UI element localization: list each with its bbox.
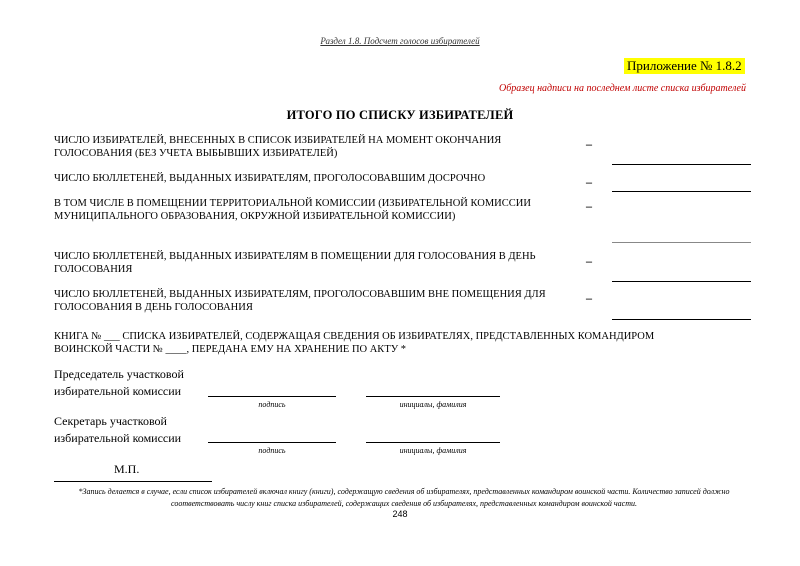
chairman-signature-caption: подпись	[258, 400, 286, 409]
row-early-line[interactable]	[612, 191, 751, 192]
chairman-label-line2: избирательной комиссии	[54, 384, 182, 398]
row-territorial-line[interactable]	[612, 242, 751, 243]
secretary-label-line2: избирательной комиссии	[54, 431, 182, 445]
page-number: 248	[392, 509, 408, 519]
appendix-label: Приложение № 1.8.2	[624, 58, 745, 74]
row-early-label: ЧИСЛО БЮЛЛЕТЕНЕЙ, ВЫДАННЫХ ИЗБИРАТЕЛЯМ, ПРОГОЛОСОВАВШИМ ДОСРОЧНО	[54, 173, 486, 184]
row-voters-label: ЧИСЛО ИЗБИРАТЕЛЕЙ, ВНЕСЕННЫХ В СПИСОК ИЗБИРАТЕЛЕЙ НА МОМЕНТ ОКОНЧАНИЯ ГОЛОСОВАНИЯ (БЕЗ УЧЕТА ВЫБЫВШИХ ИЗБИРАТЕЛЕЙ)	[54, 135, 502, 159]
footnote: *Запись делается в случае, если список избирателей включал книгу (книги), содержащую сведения об избирателях, представленных командиром воинской части. Количество записей должно соответствовать числу книг списка избирателей, содержащих сведения об избирателях, представленных командиром воинской части.	[78, 487, 730, 508]
row-territorial-dash: –	[586, 199, 592, 213]
secretary-signature-caption: подпись	[258, 446, 286, 455]
section-header: Раздел 1.8. Подсчет голосов избирателей	[320, 36, 480, 46]
footnote-separator	[54, 481, 212, 482]
row-voters-dash: –	[586, 137, 592, 151]
secretary-label-line1: Секретарь участковой	[54, 414, 167, 428]
secretary-signature-line[interactable]	[208, 442, 336, 443]
row-outside-line[interactable]	[612, 319, 751, 320]
row-early-dash: –	[586, 175, 592, 189]
row-premises-line[interactable]	[612, 281, 751, 282]
chairman-signature-line[interactable]	[208, 396, 336, 397]
row-voters-line[interactable]	[612, 164, 751, 165]
book-note: КНИГА № ___ СПИСКА ИЗБИРАТЕЛЕЙ, СОДЕРЖАЩАЯ СВЕДЕНИЯ ОБ ИЗБИРАТЕЛЯХ, ПРЕДСТАВЛЕННЫХ КОМАНДИРОМ ВОИНСКОЙ ЧАСТИ № ____, ПЕРЕДАНА ЕМУ НА ХРАНЕНИЕ ПО АКТУ *	[54, 331, 655, 355]
chairman-name-caption: инициалы, фамилия	[399, 400, 467, 409]
page-title: ИТОГО ПО СПИСКУ ИЗБИРАТЕЛЕЙ	[286, 108, 514, 122]
stamp-place: М.П.	[114, 462, 140, 476]
row-outside-label: ЧИСЛО БЮЛЛЕТЕНЕЙ, ВЫДАННЫХ ИЗБИРАТЕЛЯМ, ПРОГОЛОСОВАВШИМ ВНЕ ПОМЕЩЕНИЯ ДЛЯ ГОЛОСОВАНИЯ В ДЕНЬ ГОЛОСОВАНИЯ	[54, 289, 546, 313]
sample-note: Образец надписи на последнем листе списка избирателей	[499, 83, 746, 94]
chairman-label-line1: Председатель участковой	[54, 367, 184, 381]
row-premises-label: ЧИСЛО БЮЛЛЕТЕНЕЙ, ВЫДАННЫХ ИЗБИРАТЕЛЯМ В ПОМЕЩЕНИИ ДЛЯ ГОЛОСОВАНИЯ В ДЕНЬ ГОЛОСОВАНИЯ	[54, 251, 536, 275]
secretary-name-caption: инициалы, фамилия	[399, 446, 467, 455]
row-territorial-label: В ТОМ ЧИСЛЕ В ПОМЕЩЕНИИ ТЕРРИТОРИАЛЬНОЙ КОМИССИИ (ИЗБИРАТЕЛЬНОЙ КОМИССИИ МУНИЦИПАЛЬНОГО ОБРАЗОВАНИЯ, ОКРУЖНОЙ ИЗБИРАТЕЛЬНОЙ КОМИССИИ)	[54, 198, 531, 222]
chairman-name-line[interactable]	[366, 396, 500, 397]
row-outside-dash: –	[586, 291, 592, 305]
secretary-name-line[interactable]	[366, 442, 500, 443]
row-premises-dash: –	[586, 254, 592, 268]
